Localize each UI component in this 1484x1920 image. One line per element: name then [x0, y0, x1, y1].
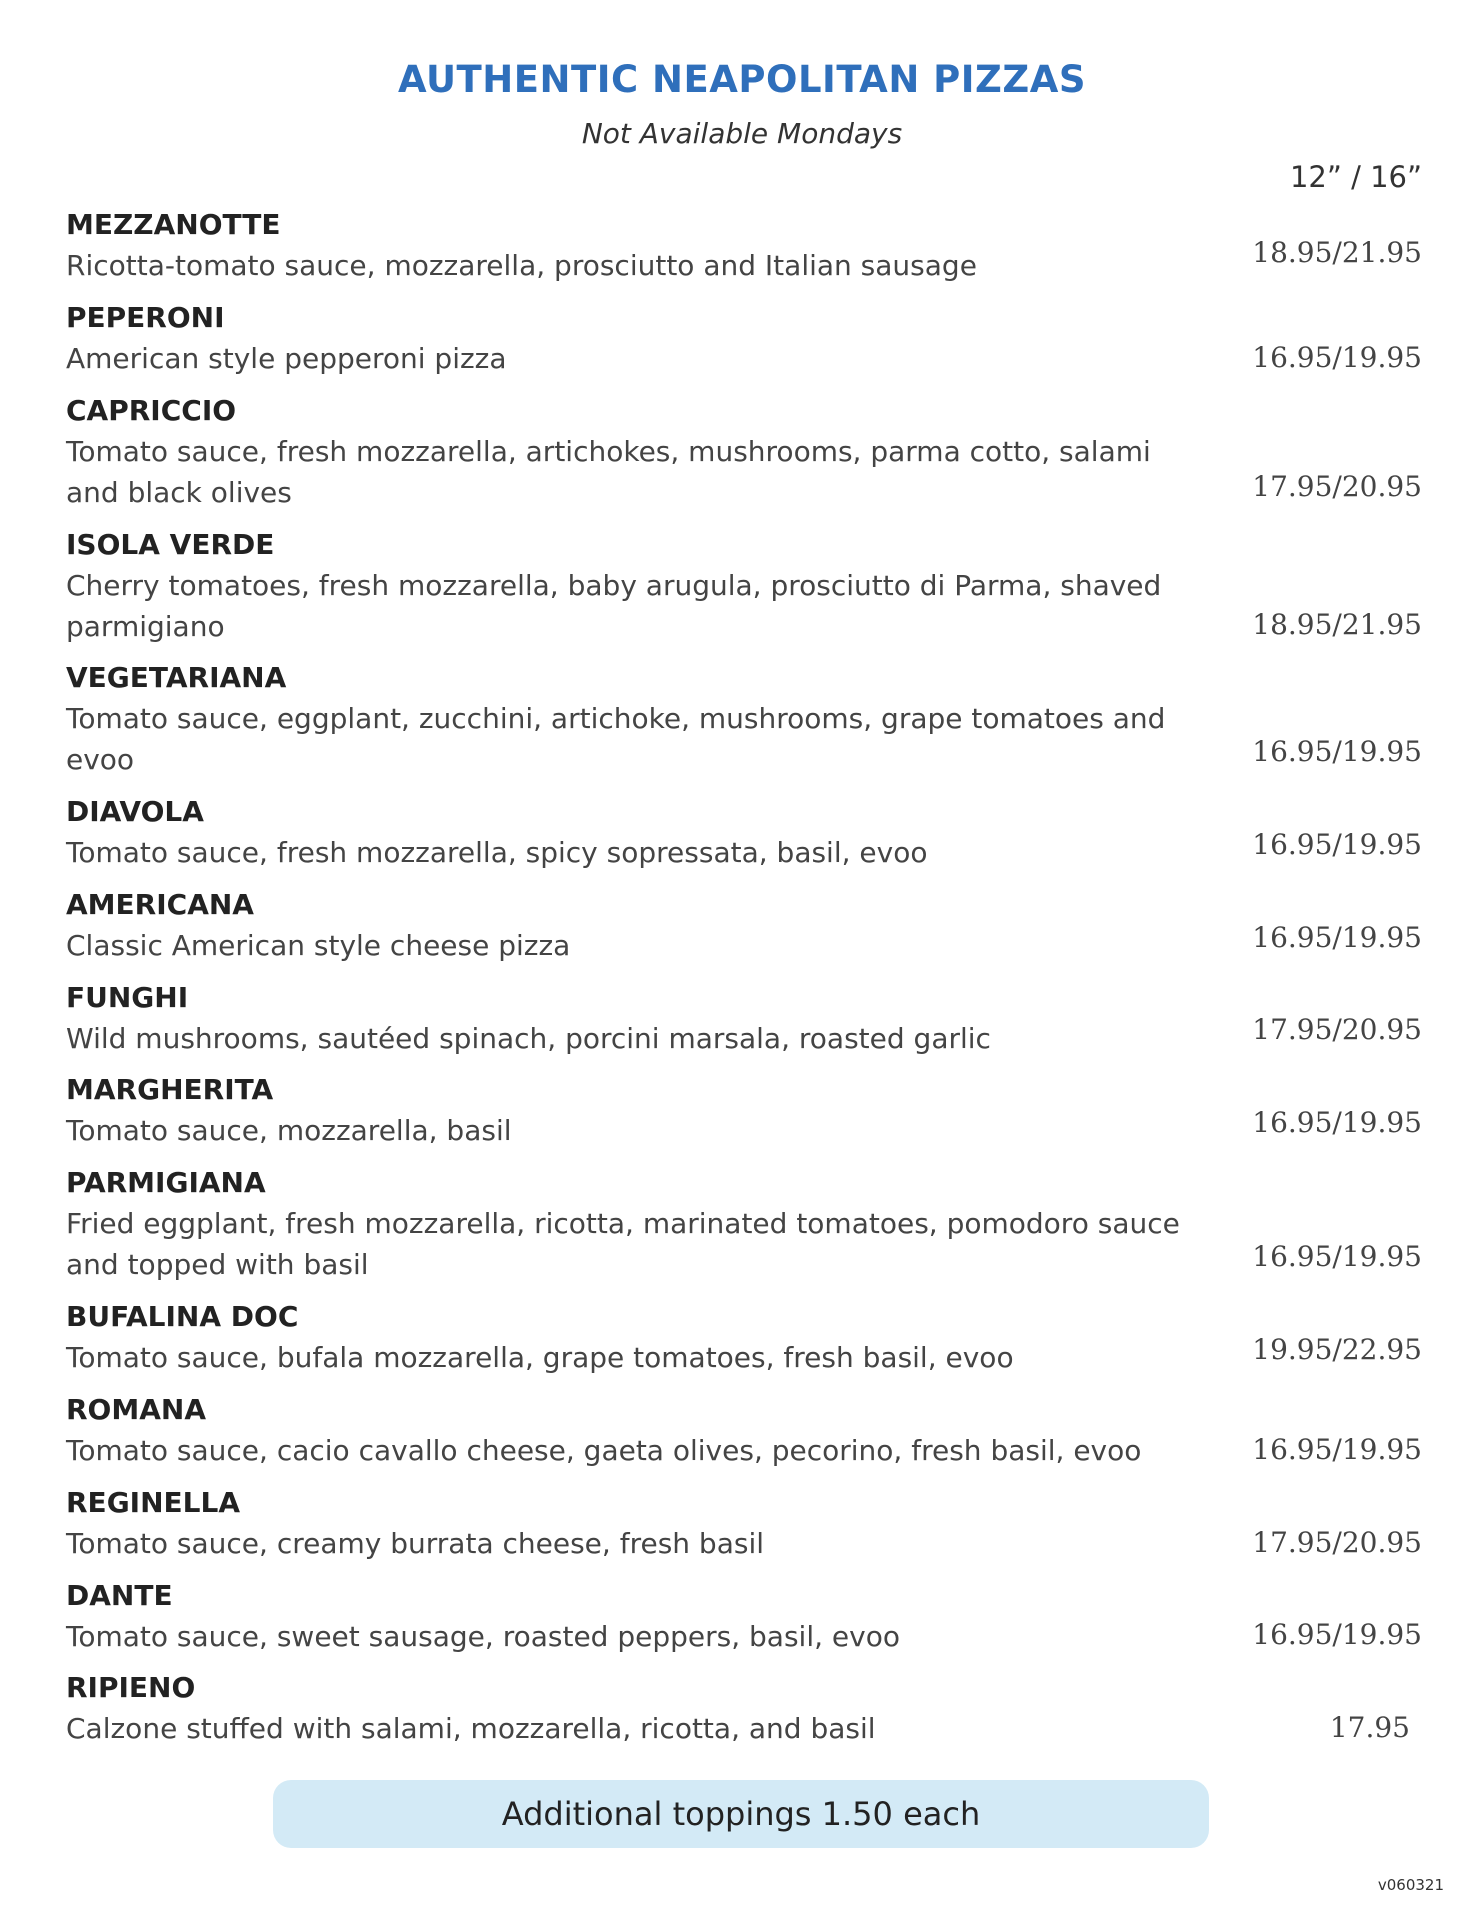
- menu-item-description: Tomato sauce, fresh mozzarella, artichokes, mushrooms, parma cotto, salami and black olives: [66, 435, 1151, 509]
- menu-item-description: Tomato sauce, eggplant, zucchini, artichoke, mushrooms, grape tomatoes and evoo: [66, 702, 1166, 776]
- menu-item-description: Tomato sauce, cacio cavallo cheese, gaeta olives, pecorino, fresh basil, evoo: [66, 1434, 1142, 1467]
- menu-item-description: Tomato sauce, fresh mozzarella, spicy sopressata, basil, evoo: [66, 836, 928, 869]
- menu-item-price: 16.95/19.95: [1252, 1106, 1422, 1139]
- menu-item-name: PARMIGIANA: [66, 1166, 266, 1199]
- menu-item-peperoni: [66, 298, 1426, 379]
- additional-toppings-banner: Additional toppings 1.50 each: [273, 1780, 1209, 1848]
- menu-item-name: MEZZANOTTE: [66, 208, 281, 241]
- menu-item-vegetariana: [66, 658, 1426, 780]
- menu-item-name: AMERICANA: [66, 888, 254, 921]
- menu-item-price: 17.95/20.95: [1252, 1013, 1422, 1046]
- menu-item-description: Wild mushrooms, sautéed spinach, porcini marsala, roasted garlic: [66, 1022, 991, 1055]
- page-subtitle: Not Available Mondays: [581, 117, 903, 150]
- menu-item-description: Classic American style cheese pizza: [66, 929, 571, 962]
- version-code: v060321: [1377, 1876, 1444, 1894]
- menu-item-mezzanotte: [66, 205, 1426, 286]
- menu-item-price: 19.95/22.95: [1252, 1333, 1422, 1366]
- menu-item-price: 17.95/20.95: [1252, 470, 1422, 503]
- page-title: AUTHENTIC NEAPOLITAN PIZZAS: [398, 58, 1086, 101]
- menu-item-description: Calzone stuffed with salami, mozzarella, ricotta, and basil: [66, 1712, 876, 1745]
- menu-item-romana: [66, 1390, 1426, 1471]
- menu-item-price: 17.95/20.95: [1252, 1526, 1422, 1559]
- menu-item-description: Tomato sauce, bufala mozzarella, grape tomatoes, fresh basil, evoo: [66, 1341, 1014, 1374]
- menu-item-margherita: [66, 1070, 1426, 1151]
- menu-item-funghi: [66, 978, 1426, 1059]
- menu-item-price: 16.95/19.95: [1252, 1618, 1422, 1651]
- menu-item-price: 16.95/19.95: [1252, 1433, 1422, 1466]
- menu-item-dante: [66, 1576, 1426, 1657]
- menu-item-price: 16.95/19.95: [1252, 921, 1422, 954]
- menu-item-name: CAPRICCIO: [66, 394, 237, 427]
- menu-item-name: ISOLA VERDE: [66, 528, 275, 561]
- menu-item-price: 17.95: [1329, 1711, 1410, 1744]
- menu-item-description: Fried eggplant, fresh mozzarella, ricotta, marinated tomatoes, pomodoro sauce and topped with basil: [66, 1207, 1180, 1281]
- menu-item-price: 18.95/21.95: [1252, 608, 1422, 641]
- menu-item-price: 16.95/19.95: [1252, 735, 1422, 768]
- menu-item-name: VEGETARIANA: [66, 661, 287, 694]
- menu-item-price: 16.95/19.95: [1252, 1240, 1422, 1273]
- menu-item-name: REGINELLA: [66, 1486, 241, 1519]
- menu-item-bufalina-doc: [66, 1297, 1426, 1378]
- menu-item-price: 16.95/19.95: [1252, 828, 1422, 861]
- menu-item-description: Tomato sauce, mozzarella, basil: [66, 1114, 512, 1147]
- menu-item-name: ROMANA: [66, 1393, 206, 1426]
- menu-item-capriccio: [66, 391, 1426, 513]
- size-header: 12” / 16”: [1289, 160, 1422, 194]
- menu-item-price: 16.95/19.95: [1252, 341, 1422, 374]
- menu-item-isola-verde: [66, 525, 1426, 647]
- menu-item-diavola: [66, 792, 1426, 873]
- menu-item-name: BUFALINA DOC: [66, 1300, 299, 1333]
- menu-item-name: FUNGHI: [66, 981, 189, 1014]
- menu-item-description: Tomato sauce, sweet sausage, roasted peppers, basil, evoo: [66, 1620, 900, 1653]
- menu-item-name: DIAVOLA: [66, 795, 204, 828]
- menu-item-name: PEPERONI: [66, 301, 225, 334]
- menu-item-ripieno: [66, 1668, 1426, 1749]
- menu-item-name: DANTE: [66, 1579, 173, 1612]
- menu-item-description: Cherry tomatoes, fresh mozzarella, baby arugula, prosciutto di Parma, shaved parmigiano: [66, 569, 1162, 643]
- menu-item-description: Tomato sauce, creamy burrata cheese, fresh basil: [66, 1527, 765, 1560]
- menu-item-name: RIPIENO: [66, 1671, 196, 1704]
- menu-item-description: American style pepperoni pizza: [66, 342, 507, 375]
- menu-item-name: MARGHERITA: [66, 1073, 274, 1106]
- menu-item-description: Ricotta-tomato sauce, mozzarella, prosciutto and Italian sausage: [66, 249, 977, 282]
- menu-item-price: 18.95/21.95: [1252, 236, 1422, 269]
- menu-item-reginella: [66, 1483, 1426, 1564]
- menu-item-americana: [66, 885, 1426, 966]
- menu-item-parmigiana: [66, 1163, 1426, 1285]
